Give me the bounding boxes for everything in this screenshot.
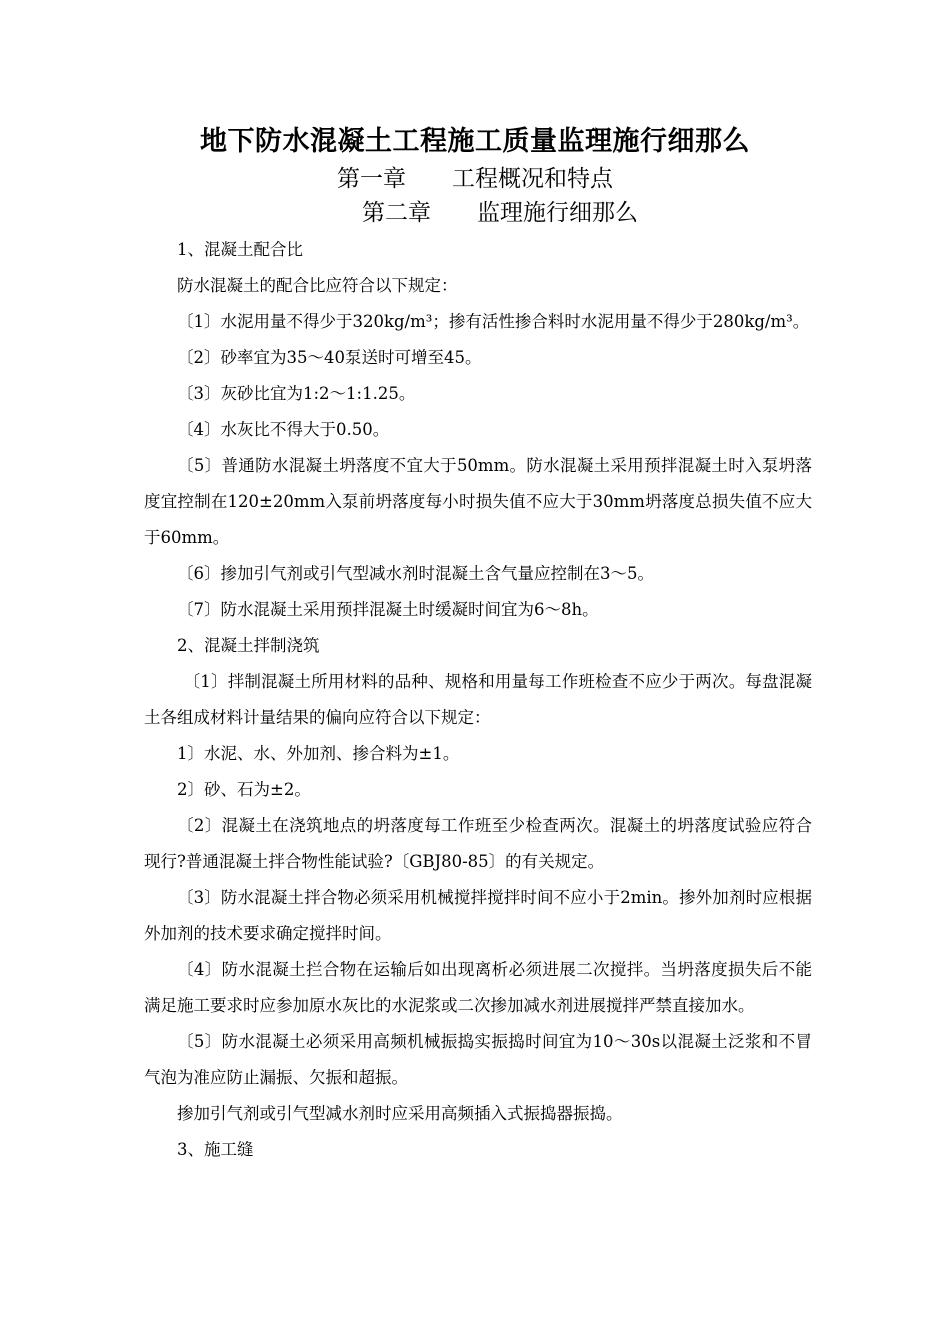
paragraph: 〔7〕防水混凝土采用预拌混凝土时缓凝时间宜为6～8h。 [177,600,599,619]
paragraph: 〔4〕防水混凝土拦合物在运输后如出现离析必须进展二次搅拌。当坍落度损失后不能满足施工要求时应参加原水灰比的水泥浆或二次掺加减水剂进展搅拌严禁直接加水。 [144,960,812,1015]
paragraph: 防水混凝土的配合比应符合以下规定： [177,276,458,295]
paragraph: 〔1〕水泥用量不得少于320kg/m³；掺有活性掺合料时水泥用量不得少于280kg/m³。 [177,312,810,331]
paragraph: 〔3〕防水混凝土拌合物必须采用机械搅拌搅拌时间不应小于2min。掺外加剂时应根据外加剂的技术要求确定搅拌时间。 [144,888,812,943]
paragraph: 〔4〕水灰比不得大于0.50。 [177,420,390,439]
paragraph: 〔5〕普通防水混凝土坍落度不宜大于50mm。防水混凝土采用预拌混凝土时入泵坍落度宜控制在120±20mm入泵前坍落度每小时损失值不应大于30mm坍落度总损失值不应大于60mm。 [144,456,812,547]
paragraph: 掺加引气剂或引气型减水剂时应采用高频插入式振捣器振捣。 [177,1104,623,1123]
section-heading-mix-ratio: 1、混凝土配合比 [177,240,303,259]
paragraph: 1〕水泥、水、外加剂、掺合料为±1。 [177,744,460,763]
paragraph: 〔5〕防水混凝土必须采用高频机械振捣实振捣时间宜为10～30s以混凝土泛浆和不冒气泡为准应防止漏振、欠振和超振。 [144,1032,812,1087]
section-heading-construction-joint: 3、施工缝 [177,1140,254,1159]
paragraph: 〔6〕掺加引气剂或引气型减水剂时混凝土含气量应控制在3～5。 [177,564,654,583]
chapter-heading-1: 第一章 工程概况和特点 [337,166,613,192]
paragraph: 〔1〕拌制混凝土所用材料的品种、规格和用量每工作班检查不应少于两次。每盘混凝土各组成材料计量结果的偏向应符合以下规定： [144,672,812,727]
paragraph: 〔3〕灰砂比宜为1:2～1:1.25。 [177,384,416,403]
body-text [144,232,812,1168]
paragraph: 〔2〕砂率宜为35～40泵送时可增至45。 [177,348,482,367]
paragraph: 〔2〕混凝土在浇筑地点的坍落度每工作班至少检查两次。混凝土的坍落度试验应符合现行?普通混凝土拌合物性能试验?〔GBJ80-85〕的有关规定。 [144,816,812,871]
document-title: 地下防水混凝土工程施工质量监理施行细那么 [200,126,750,157]
section-heading-mixing-pouring: 2、混凝土拌制浇筑 [177,636,320,655]
chapter-heading-2: 第二章 监理施行细那么 [362,200,638,226]
paragraph: 2〕砂、石为±2。 [177,780,311,799]
